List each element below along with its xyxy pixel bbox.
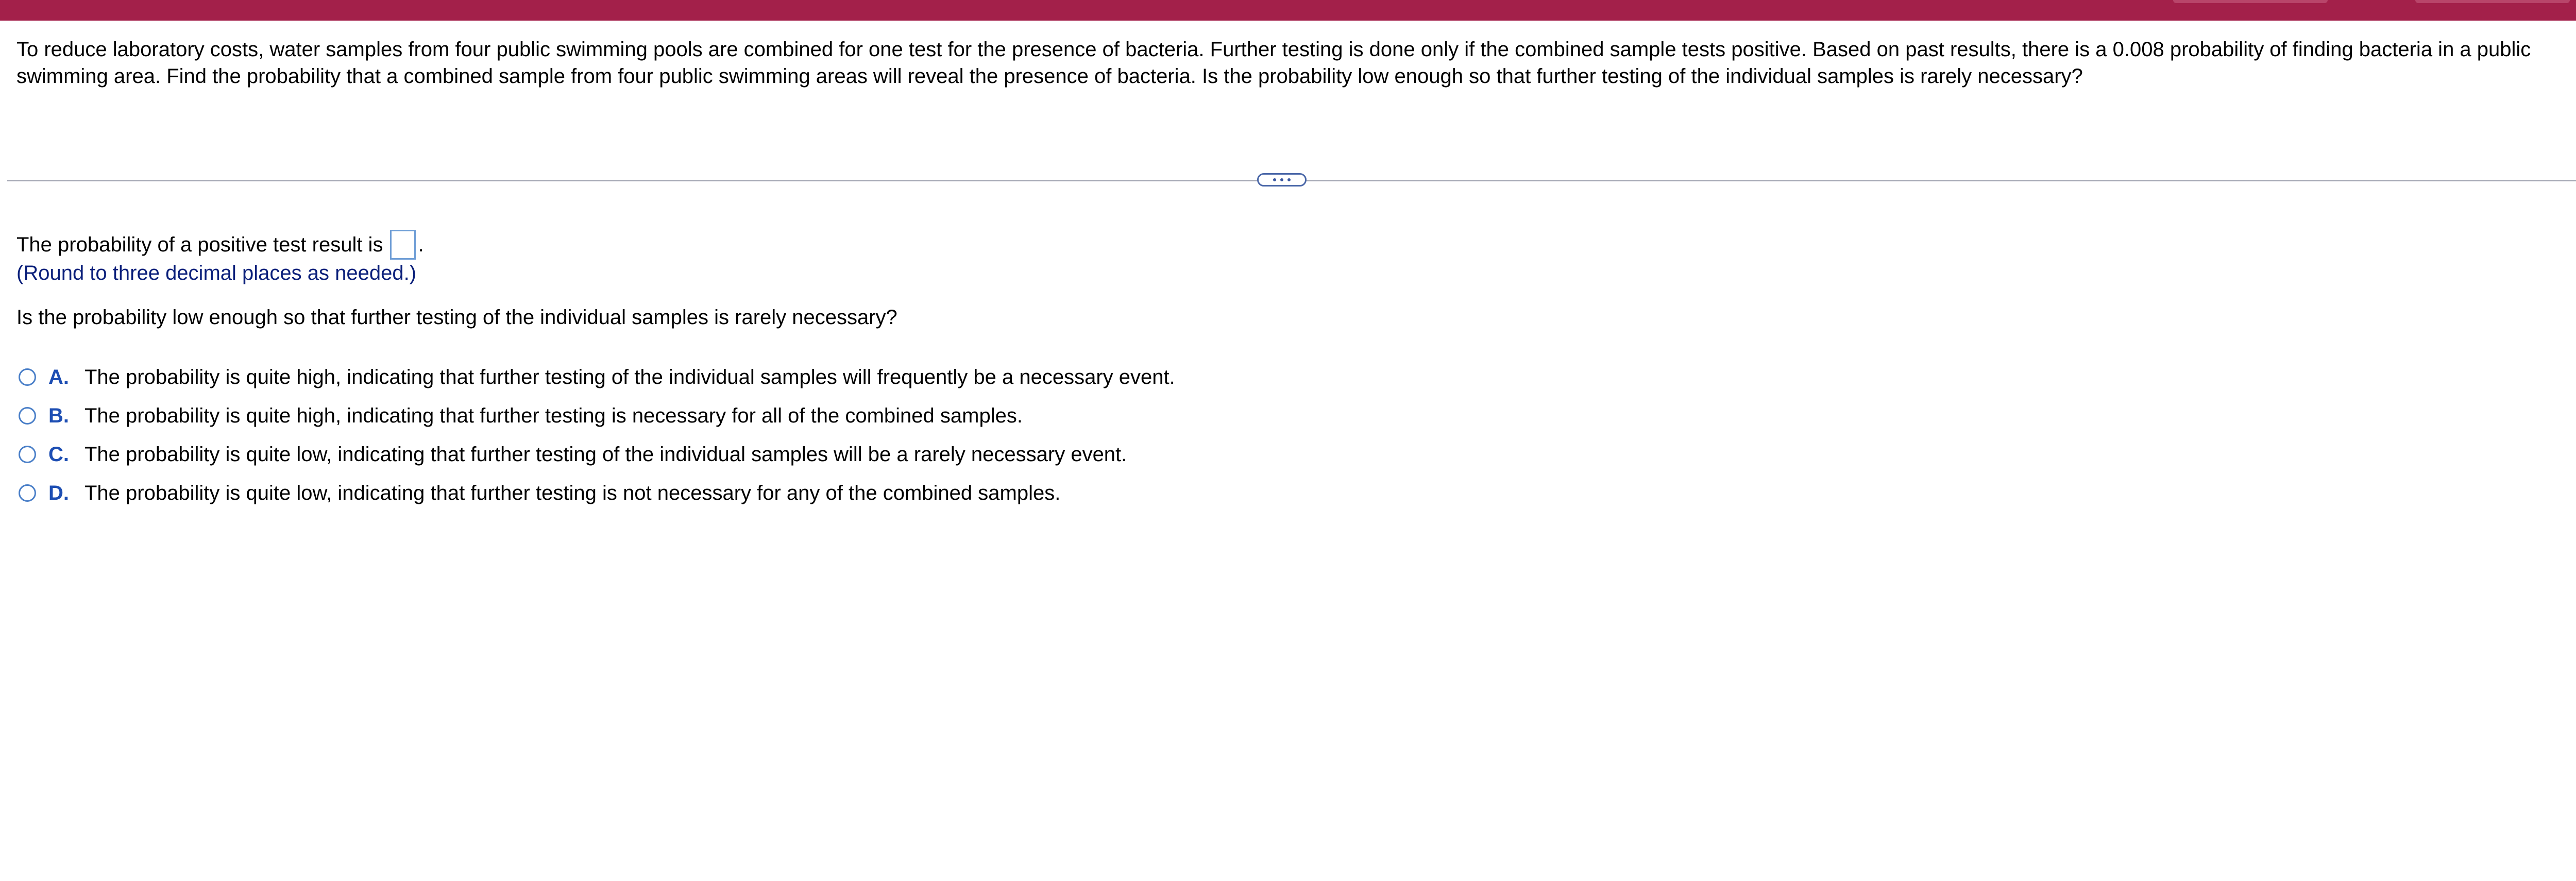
radio-button-icon[interactable] bbox=[19, 407, 36, 425]
header-bar bbox=[0, 0, 2576, 21]
radio-button-icon[interactable] bbox=[19, 484, 36, 502]
expand-more-button[interactable] bbox=[1257, 173, 1307, 187]
radio-button-icon[interactable] bbox=[19, 368, 36, 386]
question-text: To reduce laboratory costs, water samples from four public swimming pools are combined for one test for the presence of bacteria. Further testing is done only if the combined sample tests positive. Based on past results, there is a 0.008 probability of finding bacteria in a public swimming area. Find the probability that a combined sample from four public swimming areas will reveal the presence of bacteria. Is the probability low enough so that further testing of the individual samples is rarely necessary? bbox=[16, 38, 2531, 88]
option-letter: A. bbox=[48, 366, 69, 388]
option-text: The probability is quite low, indicating that further testing of the individual samples will be a rarely necessary event. bbox=[84, 443, 1127, 466]
radio-button-icon[interactable] bbox=[19, 446, 36, 463]
ellipsis-dot-icon bbox=[1273, 178, 1276, 181]
option-b[interactable] bbox=[19, 402, 1175, 429]
answer-options bbox=[19, 364, 1175, 518]
answer-input[interactable] bbox=[390, 230, 416, 260]
sub-question-text: Is the probability low enough so that further testing of the individual samples is rarely necessary? bbox=[16, 306, 897, 329]
option-a[interactable] bbox=[19, 364, 1175, 391]
answer-line bbox=[16, 230, 424, 260]
option-text: The probability is quite high, indicating that further testing is necessary for all of the combined samples. bbox=[84, 404, 1023, 427]
option-letter: C. bbox=[48, 443, 69, 466]
header-tab-highlight bbox=[2173, 0, 2328, 3]
option-letter: B. bbox=[48, 404, 69, 427]
answer-prefix: The probability of a positive test result is bbox=[16, 233, 383, 256]
ellipsis-dot-icon bbox=[1287, 178, 1291, 181]
option-letter: D. bbox=[48, 482, 69, 504]
rounding-hint: (Round to three decimal places as needed.) bbox=[16, 262, 417, 284]
option-text: The probability is quite high, indicating that further testing of the individual samples will frequently be a necessary event. bbox=[84, 366, 1175, 388]
option-text: The probability is quite low, indicating that further testing is not necessary for any of the combined samples. bbox=[84, 482, 1061, 504]
ellipsis-dot-icon bbox=[1280, 178, 1283, 181]
option-d[interactable] bbox=[19, 480, 1175, 506]
option-c[interactable] bbox=[19, 441, 1175, 468]
header-tab-highlight bbox=[2415, 0, 2570, 3]
answer-suffix: . bbox=[418, 233, 424, 256]
